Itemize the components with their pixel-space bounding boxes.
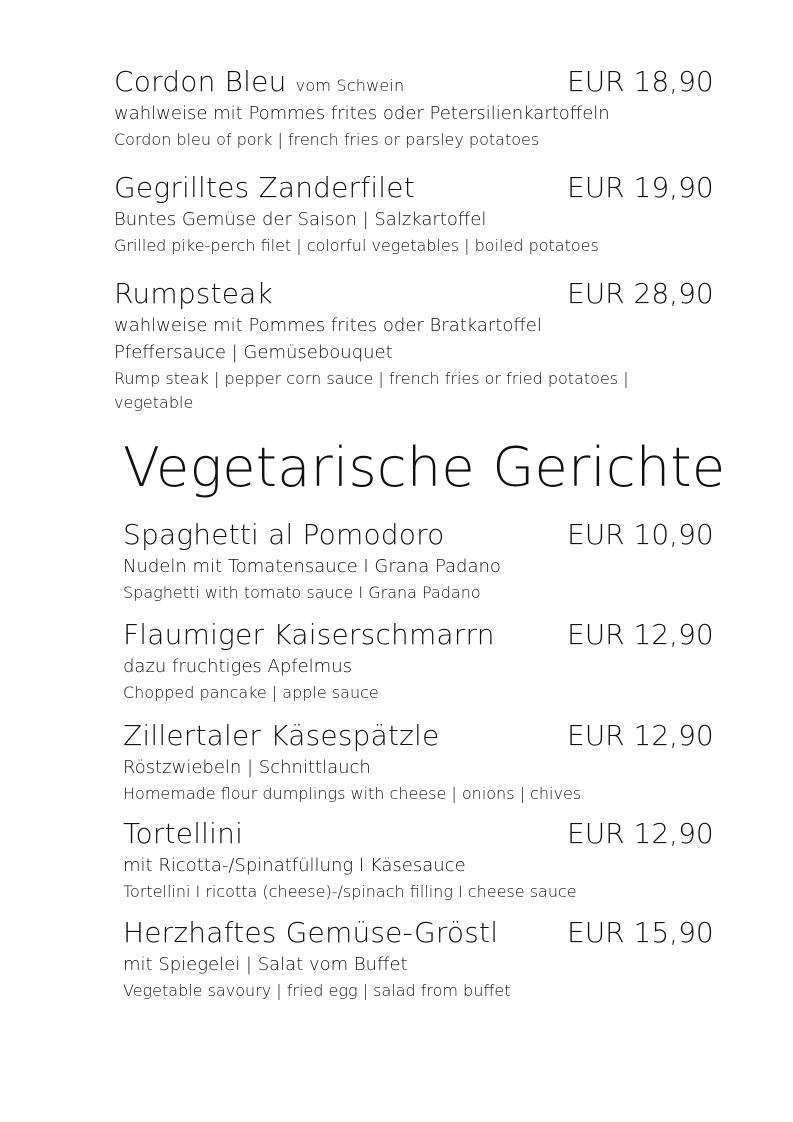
menu-item-cordon-bleu (114, 64, 714, 152)
dish-price: EUR 28,90 (567, 277, 714, 310)
menu-item-rumpsteak (114, 276, 714, 415)
dish-price: EUR 10,90 (567, 518, 714, 551)
description-english: Cordon bleu of pork | french fries or parsley potatoes (114, 130, 540, 149)
description-english: Chopped pancake | apple sauce (123, 683, 379, 702)
description-english: Tortellini I ricotta (cheese)-/spinach filling I cheese sauce (123, 882, 577, 901)
dish-price: EUR 12,90 (567, 719, 714, 752)
dish-name: Zillertaler Käsespätzle (123, 719, 440, 752)
description-english: Grilled pike-perch filet | colorful vegetables | boiled potatoes (114, 236, 599, 255)
menu-item-tortellini (123, 816, 723, 904)
dish-name-sub: vom Schwein (295, 76, 405, 95)
description-german: Buntes Gemüse der Saison | Salzkartoffel (114, 209, 487, 230)
dish-name: Gegrilltes Zanderfilet (114, 171, 415, 204)
description-english: Spaghetti with tomato sauce I Grana Padano (123, 583, 481, 602)
menu-item-groestl (123, 915, 723, 1003)
menu-item-zanderfilet (114, 170, 714, 258)
description-german: wahlweise mit Pommes frites oder Bratkartoffel (114, 315, 542, 336)
menu-item-kaiserschmarrn (123, 617, 723, 705)
dish-name: Cordon Bleu vom Schwein (114, 65, 405, 98)
description-german: dazu fruchtiges Apfelmus (123, 656, 352, 677)
dish-price: EUR 19,90 (567, 171, 714, 204)
description-english: Rump steak | pepper corn sauce | french fries or fried potatoes | vegetable (114, 369, 629, 412)
dish-price: EUR 15,90 (567, 916, 714, 949)
dish-name: Flaumiger Kaiserschmarrn (123, 618, 495, 651)
menu-item-spaghetti (123, 517, 723, 605)
description-german: Pfeffersauce | Gemüsebouquet (114, 342, 393, 363)
description-english: Homemade flour dumplings with cheese | onions | chives (123, 784, 582, 803)
dish-name: Spaghetti al Pomodoro (123, 518, 445, 551)
dish-price: EUR 12,90 (567, 817, 714, 850)
dish-name: Herzhaftes Gemüse-Gröstl (123, 916, 499, 949)
description-german: mit Ricotta-/Spinatfüllung I Käsesauce (123, 855, 466, 876)
description-english: Vegetable savoury | fried egg | salad from buffet (123, 981, 511, 1000)
dish-price: EUR 12,90 (567, 618, 714, 651)
dish-name: Tortellini (123, 817, 244, 850)
menu-item-kaesespaetzle (123, 718, 723, 806)
dish-price: EUR 18,90 (567, 65, 714, 98)
dish-name: Rumpsteak (114, 277, 273, 310)
description-german: wahlweise mit Pommes frites oder Petersilienkartoffeln (114, 103, 610, 124)
section-heading-vegetarian: Vegetarische Gerichte (123, 436, 726, 499)
description-german: Röstzwiebeln | Schnittlauch (123, 757, 371, 778)
description-german: Nudeln mit Tomatensauce I Grana Padano (123, 556, 501, 577)
description-german: mit Spiegelei | Salat vom Buffet (123, 954, 408, 975)
